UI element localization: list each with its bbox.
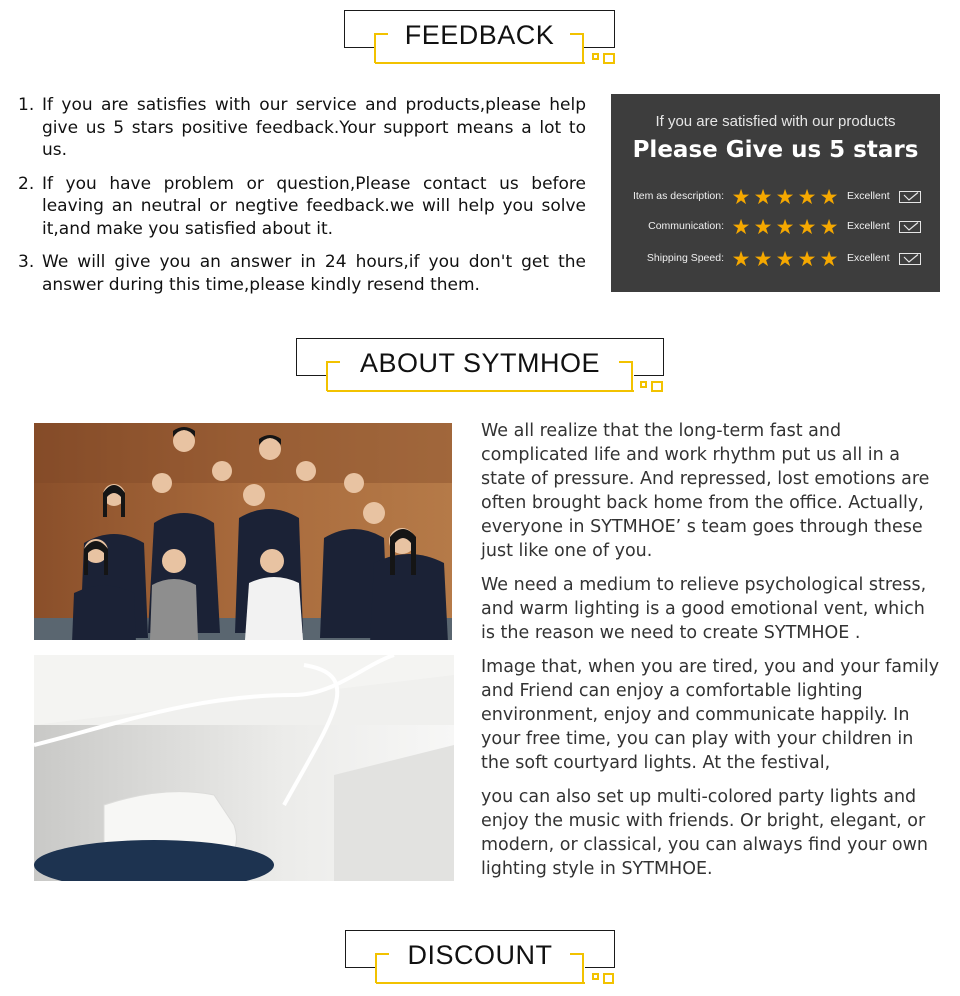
checkbox-icon: [899, 191, 921, 203]
deco-square-small: [640, 381, 647, 388]
rating-label: Item as description:: [632, 190, 724, 202]
rating-card: [611, 94, 940, 292]
feedback-item: [18, 251, 586, 296]
feedback-title-frame: [344, 10, 615, 48]
discount-title: DISCOUNT: [407, 940, 553, 970]
about-title: ABOUT SYTMHOE: [359, 348, 601, 378]
item-text: If you are satisfies with our service and products,please help give us 5 stars positive feedback.Your support means a lot to us.: [42, 95, 586, 160]
rating-row-communication: [611, 216, 940, 240]
card-headline: Please Give us 5 stars: [632, 137, 919, 163]
card-subtitle: If you are satisfied with our products: [655, 113, 896, 130]
rating-value: Excellent: [847, 190, 890, 202]
about-title-frame: [296, 338, 664, 376]
about-paragraph: Image that, when you are tired, you and your family and Friend can enjoy a comfortable lighting environment, enjoy and communicate happily. In your free time, you can play with your children in the soft courtyard lights. At the festival,: [481, 657, 940, 773]
deco-square: [651, 381, 663, 392]
item-number: 2.: [18, 173, 35, 194]
checkbox-icon: [899, 221, 921, 233]
item-text: We will give you an answer in 24 hours,if you don't get the answer during this time,please kindly resend them.: [42, 252, 586, 295]
deco-square-small: [592, 53, 599, 60]
about-text: [481, 419, 941, 891]
deco-square: [603, 53, 615, 64]
deco-square: [603, 973, 614, 984]
rating-row-description: [611, 186, 940, 210]
rating-label: Communication:: [648, 220, 724, 232]
discount-title-frame: [345, 930, 615, 968]
rating-value: Excellent: [847, 252, 890, 264]
five-stars-icon: ★ ★ ★ ★ ★: [731, 247, 839, 271]
item-text: If you have problem or question,Please contact us before leaving an neutral or negtive feedback.we will help you solve it,and make you satisfied about it.: [42, 173, 586, 239]
about-paragraph: you can also set up multi-colored party lights and enjoy the music with friends. Or bright, elegant, or modern, or classical, you can always find your own lighting style in SYTMHOE.: [481, 787, 929, 879]
team-photo: [34, 423, 452, 640]
item-number: 3.: [18, 252, 35, 272]
feedback-title: FEEDBACK: [404, 20, 555, 50]
rating-value: Excellent: [847, 220, 890, 232]
checkbox-icon: [899, 253, 921, 265]
rating-label: Shipping Speed:: [646, 252, 724, 264]
deco-square-small: [592, 973, 599, 980]
feedback-item: [18, 173, 586, 241]
office-photo: [34, 655, 454, 881]
about-paragraph: We all realize that the long-term fast and complicated life and work rhythm put us all in a state of pressure. And repressed, lost emotions are often brought back home from the office. Actually, everyone in SYTMHOE’ s team goes through these just like one of you.: [481, 421, 930, 561]
feedback-item: [18, 94, 586, 162]
five-stars-icon: ★ ★ ★ ★ ★: [731, 185, 839, 209]
item-number: 1.: [18, 95, 35, 115]
about-paragraph: We need a medium to relieve psychological stress, and warm lighting is a good emotional vent, which is the reason we need to create SYTMHOE .: [481, 575, 927, 643]
five-stars-icon: ★ ★ ★ ★ ★: [731, 215, 839, 239]
rating-row-shipping: [611, 248, 940, 272]
feedback-list: [18, 94, 586, 307]
